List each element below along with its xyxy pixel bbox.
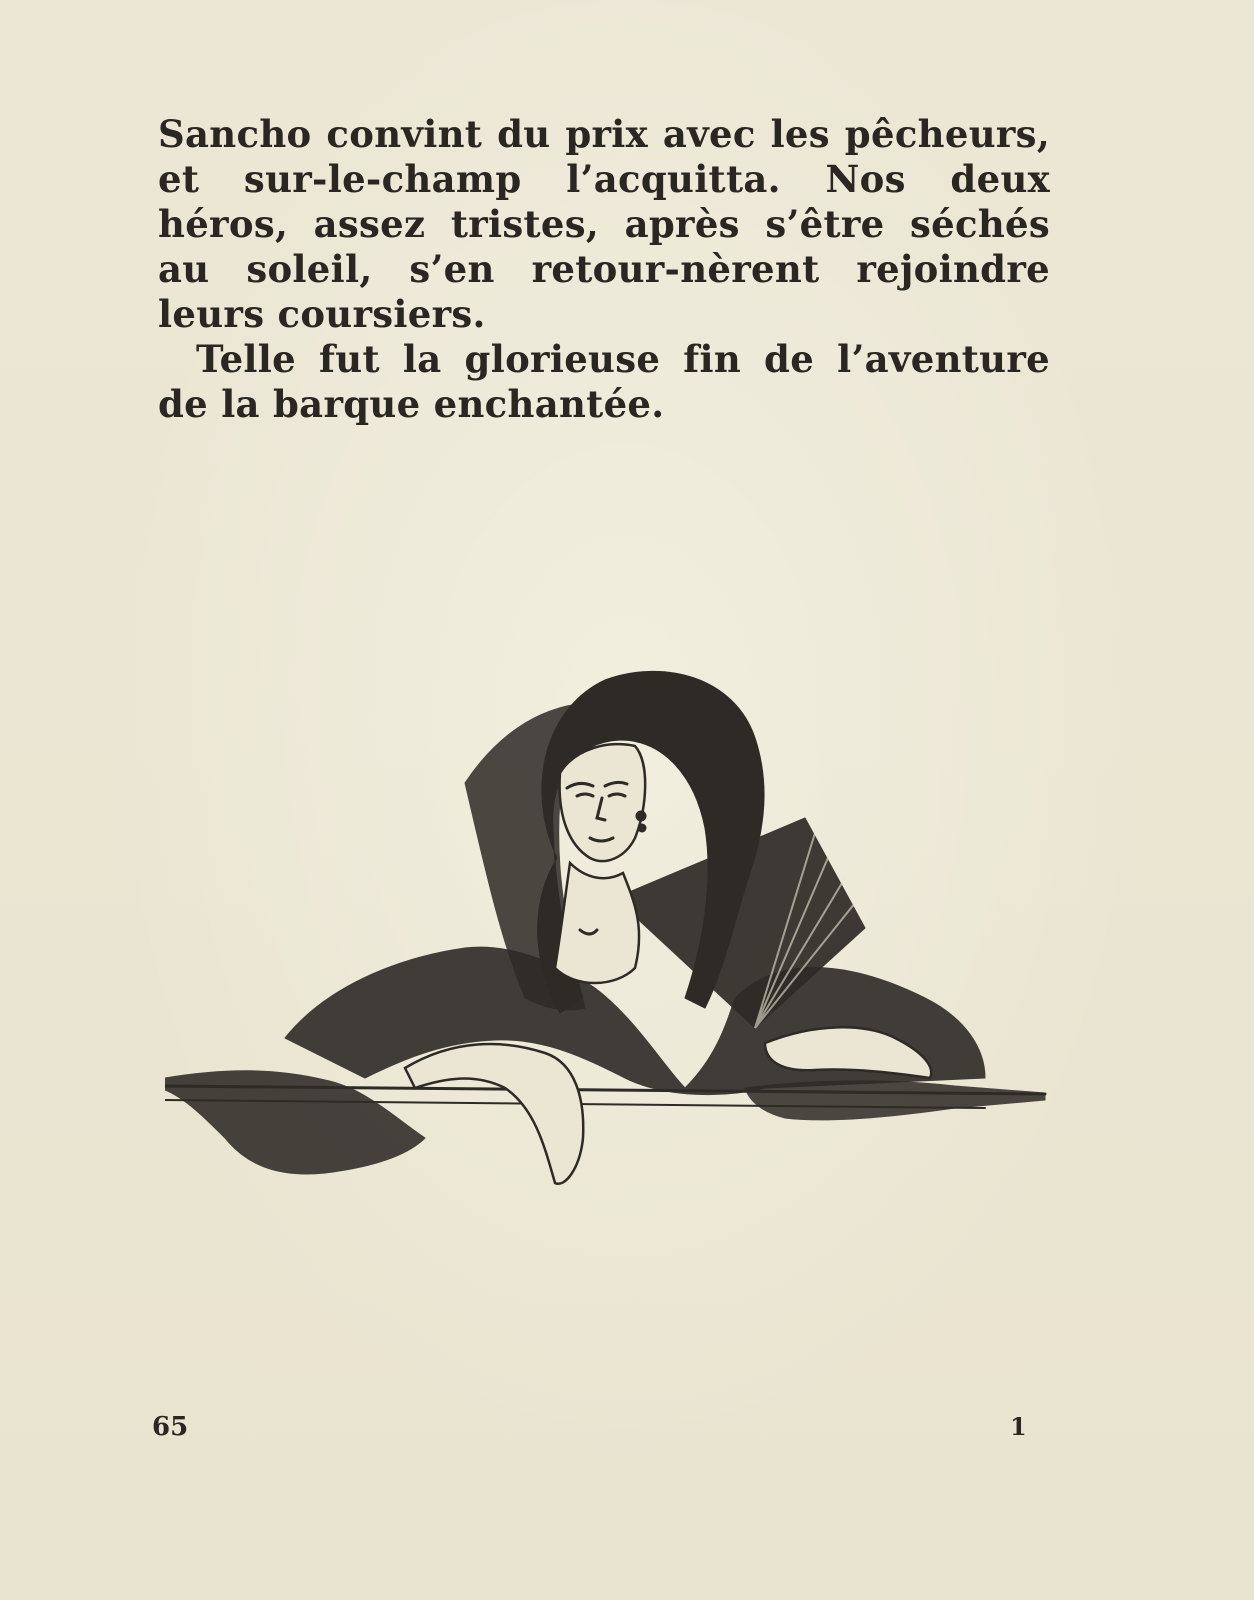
paragraph-1: Sancho convint du prix avec les pêcheurs, et sur-le-champ l’acquitta. Nos deux héros, assez tristes, après s’être séchés au soleil, s’en retour-nèrent rejoindre leurs coursiers. <box>158 112 1050 336</box>
body-text <box>158 112 1050 427</box>
woman-with-fan-illustration <box>165 668 1065 1228</box>
signature-mark: 1 <box>1010 1412 1027 1441</box>
paragraph-2: Telle fut la glorieuse fin de l’aventure de la barque enchantée. <box>158 337 1050 426</box>
page-number: 65 <box>152 1412 189 1442</box>
